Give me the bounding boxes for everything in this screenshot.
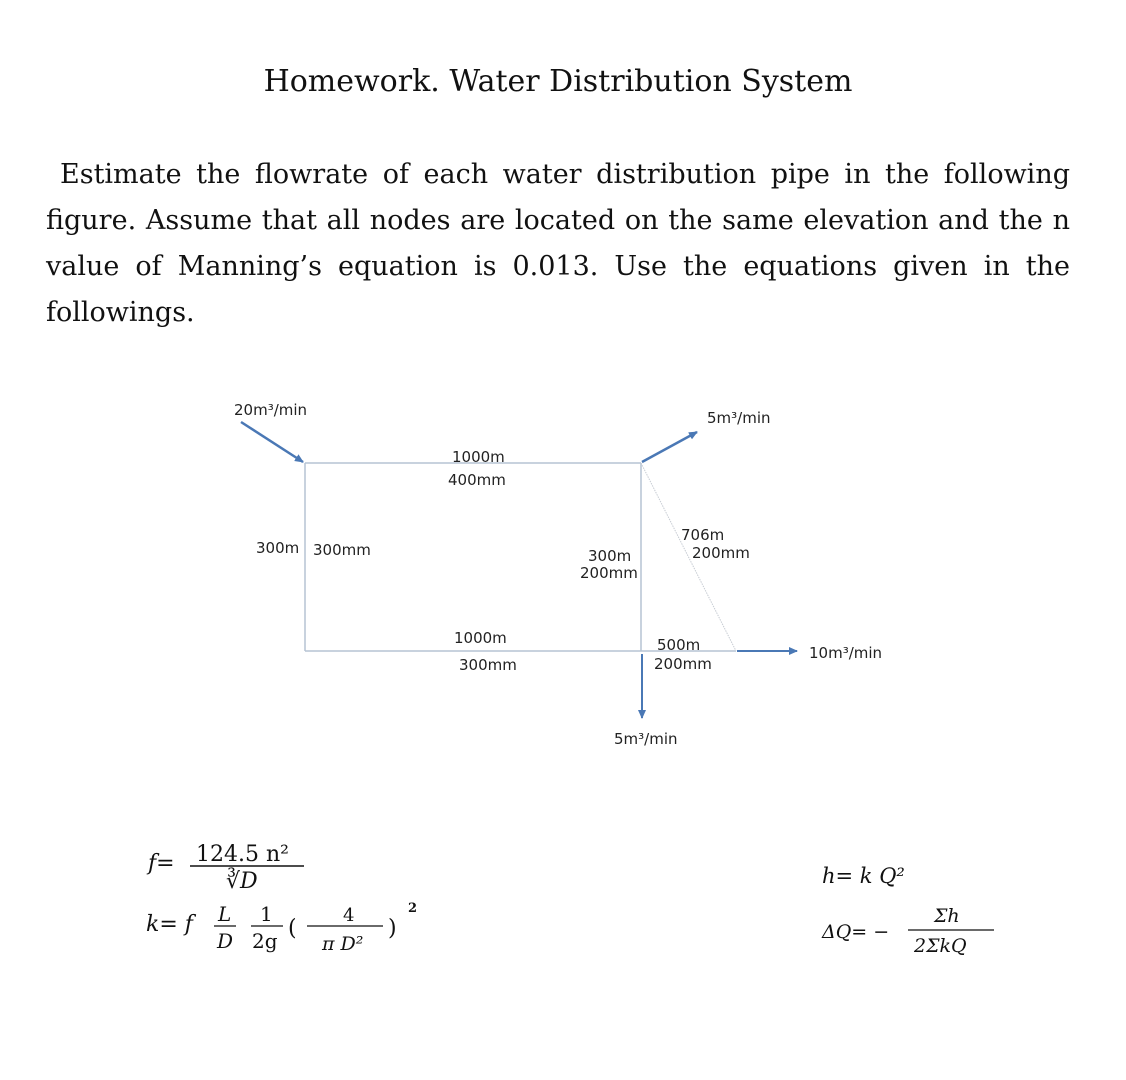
pipe-middle-length: 300m	[588, 547, 632, 565]
pipe-diagonal-length: 706m	[681, 526, 725, 544]
pipe-bottom-right-diameter: 200mm	[654, 655, 712, 673]
k-four: 4	[343, 905, 355, 926]
pipe-top-diameter: 400mm	[448, 471, 506, 489]
pipe-diagonal-diameter: 200mm	[692, 544, 750, 562]
outflow-bottom-label: 5m³/min	[614, 730, 678, 748]
k-exponent: 2	[408, 901, 418, 916]
pipe-left-length: 300m	[256, 539, 300, 557]
dq-numerator: Σh	[934, 905, 960, 927]
problem-text: Estimate the flowrate of each water distribution pipe in the following figure. Assume that all nodes are located on the same elevation and the n value of Manning’s equation is 0.013. Use the equations given in the followings.	[46, 159, 1070, 328]
f-denominator: ∛D	[226, 869, 258, 894]
k-equation	[146, 901, 417, 955]
pipe-left-diameter: 300mm	[313, 541, 371, 559]
dq-denominator: 2ΣkQ	[914, 935, 967, 957]
outflow-top-right-arrow	[642, 432, 697, 462]
k-pi-d2: π D²	[322, 933, 364, 955]
k-D: D	[217, 929, 234, 953]
f-numerator: 124.5 n²	[196, 842, 289, 867]
delta-q-equation	[821, 905, 994, 957]
k-2g: 2g	[252, 929, 278, 953]
f-lhs: f=	[148, 851, 175, 876]
k-lhs: k= f	[146, 912, 193, 937]
dq-lhs: ΔQ= −	[822, 921, 890, 943]
page-title: Homework. Water Distribution System	[263, 64, 853, 99]
k-open-paren: (	[288, 916, 297, 941]
inflow-label: 20m³/min	[234, 401, 308, 419]
head-loss-equation: h= k Q²	[822, 864, 905, 888]
k-L: L	[218, 902, 232, 926]
pipe-bottom-diameter: 300mm	[459, 656, 517, 674]
inflow-arrow	[241, 422, 303, 462]
friction-factor-equation	[146, 842, 304, 894]
k-one: 1	[260, 902, 273, 926]
pipe-bottom-length: 1000m	[454, 629, 507, 647]
outflow-top-right-label: 5m³/min	[707, 409, 771, 427]
pipe-bottom-right-length: 500m	[657, 636, 701, 654]
pipe-top-length: 1000m	[452, 448, 505, 466]
outflow-right-label: 10m³/min	[809, 644, 883, 662]
pipe-middle-diameter: 200mm	[580, 564, 638, 582]
k-close-paren: )	[388, 916, 397, 941]
